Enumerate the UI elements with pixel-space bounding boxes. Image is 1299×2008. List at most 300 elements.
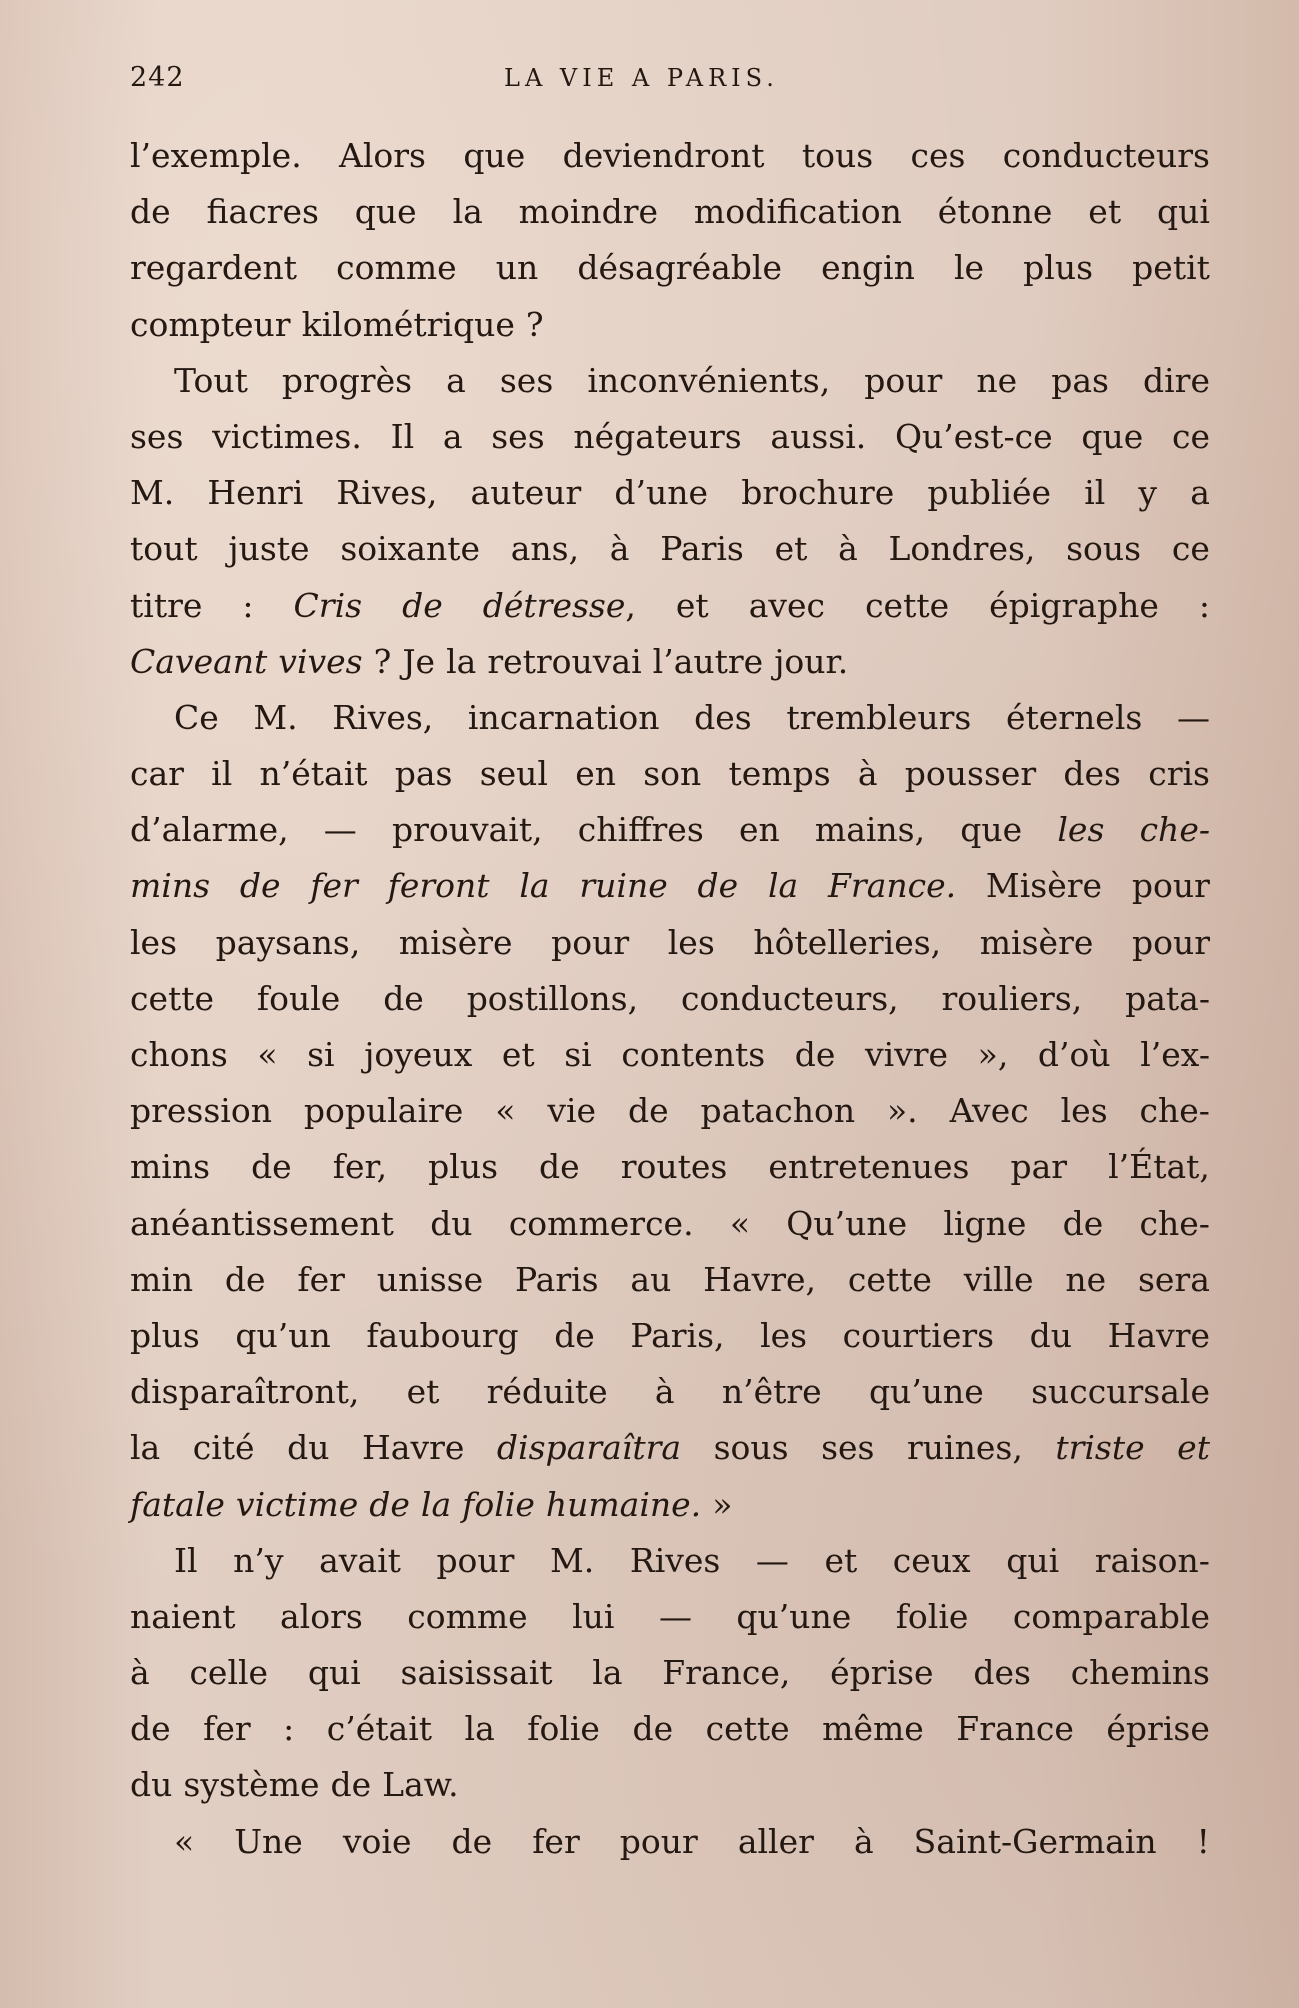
word: et <box>1177 1428 1210 1468</box>
word: pour <box>1131 866 1210 906</box>
word: éprise <box>830 1653 934 1693</box>
word: sera <box>1137 1259 1210 1299</box>
word: joyeux <box>364 1035 473 1074</box>
word: vivre <box>864 1035 949 1074</box>
word: Alors <box>339 136 426 175</box>
word: rouliers, <box>941 978 1083 1018</box>
word: inconvénients, <box>587 360 831 400</box>
word: y <box>1138 473 1158 513</box>
word: à <box>609 529 630 569</box>
word: car <box>130 754 184 794</box>
word: la <box>452 192 483 232</box>
word: d’une <box>614 473 709 513</box>
word: éternels <box>1005 697 1143 737</box>
word: — <box>658 1596 692 1636</box>
word: humaine. <box>545 1484 702 1524</box>
word: paysans, <box>215 922 361 962</box>
word: si <box>564 1035 592 1074</box>
word: plus <box>1023 248 1094 288</box>
word: du <box>130 1765 173 1805</box>
word: de <box>539 1147 580 1187</box>
word: fer <box>310 866 358 906</box>
word: du <box>430 1203 473 1243</box>
word: pata- <box>1125 978 1210 1018</box>
word: France <box>956 1709 1074 1749</box>
word: et <box>675 585 709 625</box>
word: que <box>463 136 526 175</box>
body-text <box>130 128 1210 1870</box>
word: Law. <box>382 1765 459 1805</box>
word: les <box>1060 1091 1108 1131</box>
word: qui <box>307 1653 361 1693</box>
word: et <box>406 1372 440 1412</box>
word: Londres, <box>888 529 1036 569</box>
word: fer <box>203 1709 251 1749</box>
word: avec <box>748 585 826 625</box>
word: juste <box>228 529 310 569</box>
word: de <box>251 1147 292 1187</box>
word: pas <box>1051 360 1109 400</box>
word: Il <box>390 416 415 456</box>
word: son <box>643 754 702 794</box>
word: à <box>838 529 858 569</box>
word: trembleurs <box>786 697 972 737</box>
word: la <box>592 1653 623 1693</box>
word: min <box>130 1259 194 1299</box>
word: Havre, <box>703 1259 817 1299</box>
word: n’être <box>721 1372 822 1412</box>
text-line <box>130 1196 1210 1252</box>
word: France, <box>662 1653 791 1693</box>
word: contents <box>621 1035 766 1074</box>
word: commerce. <box>508 1203 694 1243</box>
word: du <box>287 1428 330 1468</box>
word: et <box>824 1540 858 1580</box>
word: avait <box>319 1540 401 1580</box>
word: : <box>242 585 254 625</box>
text-line <box>130 1083 1210 1139</box>
word: Saint-Germain <box>913 1821 1157 1861</box>
word: M. <box>130 473 175 513</box>
word: Havre <box>362 1428 465 1468</box>
word: seul <box>479 754 548 794</box>
word: naient <box>130 1596 236 1636</box>
text-line <box>130 1252 1210 1308</box>
word: folie <box>527 1709 600 1749</box>
word: folie <box>462 1484 535 1524</box>
word: ligne <box>943 1203 1027 1243</box>
text-line <box>130 1814 1210 1870</box>
word: ses <box>499 360 554 400</box>
word: ? <box>525 304 544 344</box>
word: de <box>697 866 739 906</box>
word: a <box>442 416 463 456</box>
word: de <box>451 1821 493 1861</box>
word: dire <box>1143 360 1210 400</box>
text-line <box>130 297 1210 353</box>
word: patachon <box>700 1091 856 1131</box>
word: Rives, <box>336 473 438 513</box>
word: il <box>211 754 233 794</box>
word: fiacres <box>206 192 319 232</box>
word: retrouvai <box>487 641 642 681</box>
text-line <box>130 1308 1210 1364</box>
word: Henri <box>207 473 304 513</box>
word: a <box>1190 473 1210 513</box>
word: Misère <box>985 866 1103 906</box>
word: cette <box>847 1259 932 1299</box>
word: ruines, <box>907 1428 1023 1468</box>
text-line <box>130 858 1210 914</box>
word: Paris, <box>630 1315 725 1355</box>
word: et <box>1088 192 1122 232</box>
word: tous <box>801 136 874 175</box>
word: M. <box>550 1540 595 1580</box>
text-line <box>130 1533 1210 1589</box>
word: des <box>973 1653 1031 1693</box>
word: « <box>257 1035 278 1074</box>
word: détresse, <box>482 585 636 625</box>
word: à <box>130 1653 150 1693</box>
word: folie <box>895 1596 969 1636</box>
word: par <box>1010 1147 1068 1187</box>
word: les <box>760 1315 808 1355</box>
word: unisse <box>376 1259 484 1299</box>
word: la <box>464 1709 495 1749</box>
word: — <box>1176 697 1210 737</box>
word: de <box>383 978 424 1018</box>
word: saisissait <box>400 1653 553 1693</box>
word: hôtelleries, <box>753 922 942 962</box>
word: ne <box>1065 1259 1107 1299</box>
word: ceux <box>892 1540 971 1580</box>
word: che- <box>1139 1091 1210 1131</box>
word: des <box>694 697 752 737</box>
text-line <box>130 1364 1210 1420</box>
word: pousser <box>904 754 1037 794</box>
word: Cris <box>293 585 363 625</box>
text-line <box>130 1757 1210 1813</box>
text-line <box>130 1420 1210 1476</box>
word: conducteurs, <box>680 978 899 1018</box>
word: chons <box>130 1035 228 1074</box>
word: du <box>1029 1315 1073 1355</box>
word: désagréable <box>577 248 782 288</box>
word: les <box>667 922 715 962</box>
text-line <box>130 578 1210 634</box>
word: de <box>554 1315 595 1355</box>
word: ce <box>1171 529 1210 569</box>
text-line <box>130 746 1210 802</box>
word: — <box>755 1540 789 1580</box>
word: sous <box>1066 529 1142 569</box>
word: entretenues <box>768 1147 970 1187</box>
word: d’où <box>1037 1035 1111 1074</box>
word: fer, <box>332 1147 388 1187</box>
word: fer <box>297 1259 345 1299</box>
text-line <box>130 1589 1210 1645</box>
word: de <box>627 1091 669 1131</box>
word: de <box>130 192 171 232</box>
word: voie <box>342 1821 412 1861</box>
running-head <box>130 62 1210 102</box>
word: pression <box>130 1091 272 1131</box>
word: pour <box>619 1821 698 1861</box>
word: réduite <box>486 1372 608 1412</box>
text-line <box>130 1701 1210 1757</box>
text-line <box>130 521 1210 577</box>
word: ses <box>821 1428 875 1468</box>
word: tout <box>130 529 198 569</box>
word: Avec <box>949 1091 1029 1131</box>
word: cris <box>1148 754 1210 794</box>
word: même <box>822 1709 924 1749</box>
word: Caveant <box>130 641 268 681</box>
word: : <box>1198 585 1210 625</box>
word: le <box>953 248 985 288</box>
word: engin <box>821 248 915 288</box>
word: et <box>501 1035 535 1074</box>
word: France. <box>828 866 957 906</box>
text-line <box>130 1645 1210 1701</box>
word: misère <box>398 922 513 962</box>
word: si <box>307 1035 335 1074</box>
word: victime <box>235 1484 359 1524</box>
word: ville <box>963 1259 1034 1299</box>
word: fer <box>532 1821 580 1861</box>
word: ce <box>1171 416 1210 456</box>
word: Paris <box>514 1259 599 1299</box>
word: kilométrique <box>301 304 515 344</box>
word: que <box>354 192 417 232</box>
word: postillons, <box>466 978 639 1018</box>
word: vie <box>547 1091 597 1131</box>
word: au <box>630 1259 672 1299</box>
word: de <box>369 1484 410 1524</box>
word: Une <box>234 1821 303 1861</box>
word: cette <box>865 585 950 625</box>
word: alors <box>279 1596 363 1636</box>
word: et <box>774 529 808 569</box>
word: moindre <box>518 192 659 232</box>
text-line <box>130 1139 1210 1195</box>
word: disparaîtront, <box>130 1372 360 1412</box>
word: de <box>1062 1203 1104 1243</box>
word: titre <box>130 585 203 625</box>
word: l’exemple. <box>130 136 302 175</box>
word: vives <box>278 641 363 681</box>
text-line <box>130 971 1210 1027</box>
word: de <box>224 1259 266 1299</box>
word: des <box>1063 754 1121 794</box>
word: mains, <box>814 810 926 850</box>
word: courtiers <box>842 1315 995 1355</box>
text-line <box>130 409 1210 465</box>
word: pour <box>436 1540 515 1580</box>
word: prouvait, <box>391 810 543 850</box>
word: un <box>495 248 539 288</box>
word: — <box>323 810 357 850</box>
word: que <box>1081 416 1144 456</box>
text-line <box>130 690 1210 746</box>
word: conducteurs <box>1002 136 1210 175</box>
word: à <box>853 1821 874 1861</box>
word: Qu’est-ce <box>894 416 1053 456</box>
word: feront <box>387 866 490 906</box>
text-line <box>130 465 1210 521</box>
word: ses <box>130 416 184 456</box>
word: la <box>420 1484 452 1524</box>
word: Ce <box>174 697 219 737</box>
word: ses <box>491 416 545 456</box>
word: ces <box>910 136 966 175</box>
word: cette <box>130 978 215 1018</box>
word: chemins <box>1070 1653 1210 1693</box>
word: mins <box>130 1147 211 1187</box>
running-title: LA VIE A PARIS. <box>504 64 779 92</box>
word: auteur <box>470 473 582 513</box>
word: chiffres <box>577 810 704 850</box>
word: la <box>446 641 477 681</box>
word: « <box>495 1091 516 1131</box>
word: : <box>283 1709 295 1749</box>
word: mins <box>130 866 211 906</box>
word: la <box>767 866 799 906</box>
word: pour <box>1131 922 1210 962</box>
word: négateurs <box>573 416 742 456</box>
word: progrès <box>281 360 413 400</box>
word: aller <box>737 1821 814 1861</box>
word: soixante <box>340 529 480 569</box>
word: raison- <box>1094 1540 1210 1580</box>
word: de <box>632 1709 674 1749</box>
word: qui <box>1156 192 1210 232</box>
word: Tout <box>174 360 248 400</box>
text-line <box>130 240 1210 296</box>
word: temps <box>728 754 831 794</box>
word: plus <box>428 1147 499 1187</box>
word: n’y <box>233 1540 284 1580</box>
word: étonne <box>937 192 1053 232</box>
text-line <box>130 1027 1210 1083</box>
word: » <box>712 1484 733 1524</box>
word: », <box>977 1035 1009 1074</box>
word: épigraphe <box>989 585 1159 625</box>
word: c’était <box>326 1709 433 1749</box>
word: ne <box>976 360 1018 400</box>
word: l’État, <box>1108 1147 1210 1187</box>
word: Rives <box>629 1540 721 1580</box>
word: de <box>402 585 443 625</box>
word: cette <box>705 1709 790 1749</box>
word: Il <box>174 1540 198 1580</box>
word: incarnation <box>467 697 660 737</box>
word: n’était <box>259 754 368 794</box>
word: pour <box>551 922 630 962</box>
word: que <box>960 810 1023 850</box>
word: système <box>183 1765 320 1805</box>
word: Havre <box>1107 1315 1210 1355</box>
word: comme <box>407 1596 528 1636</box>
word: fatale <box>130 1484 225 1524</box>
word: plus <box>130 1315 200 1355</box>
word: ? <box>373 641 392 681</box>
word: l’ex- <box>1140 1035 1210 1074</box>
text-line <box>130 634 1210 690</box>
text-line <box>130 1477 1210 1533</box>
word: Rives, <box>332 697 434 737</box>
text-line <box>130 353 1210 409</box>
word: ans, <box>510 529 580 569</box>
word: cité <box>192 1428 255 1468</box>
word: Qu’une <box>786 1203 908 1243</box>
word: Je <box>402 641 436 681</box>
word: che- <box>1139 810 1210 850</box>
word: publiée <box>927 473 1052 513</box>
text-line <box>130 184 1210 240</box>
word: qu’une <box>868 1372 984 1412</box>
word: succursale <box>1031 1372 1210 1412</box>
word: victimes. <box>212 416 362 456</box>
word: ruine <box>579 866 668 906</box>
word: celle <box>189 1653 269 1693</box>
word: « <box>729 1203 751 1243</box>
word: à <box>857 754 878 794</box>
word: qu’une <box>736 1596 852 1636</box>
word: qui <box>1006 1540 1060 1580</box>
word: d’alarme, <box>130 810 289 850</box>
word: faubourg <box>366 1315 519 1355</box>
word: de <box>239 866 281 906</box>
word: disparaîtra <box>496 1428 682 1468</box>
word: jour. <box>774 641 849 681</box>
word: de <box>330 1765 372 1805</box>
word: comparable <box>1012 1596 1210 1636</box>
word: regardent <box>130 248 298 288</box>
word: les <box>130 922 178 962</box>
word: Paris <box>660 529 744 569</box>
word: « <box>174 1821 195 1861</box>
word: à <box>654 1372 675 1412</box>
text-line <box>130 915 1210 971</box>
word: modification <box>693 192 902 232</box>
word: la <box>130 1428 161 1468</box>
word: foule <box>256 978 341 1018</box>
word: il <box>1084 473 1106 513</box>
text-line <box>130 128 1210 184</box>
word: en <box>738 810 780 850</box>
word: anéantissement <box>130 1203 394 1243</box>
word: compteur <box>130 304 291 344</box>
word: M. <box>253 697 298 737</box>
word: a <box>446 360 466 400</box>
word: les <box>1057 810 1105 850</box>
word: brochure <box>741 473 895 513</box>
page-number: 242 <box>130 62 185 93</box>
word: petit <box>1132 248 1210 288</box>
word: routes <box>620 1147 728 1187</box>
word: de <box>130 1709 171 1749</box>
word: pour <box>864 360 943 400</box>
word: de <box>794 1035 836 1074</box>
word: misère <box>979 922 1094 962</box>
word: aussi. <box>770 416 867 456</box>
word: en <box>575 754 616 794</box>
word: qu’un <box>235 1315 331 1355</box>
word: che- <box>1139 1203 1210 1243</box>
word: pas <box>394 754 453 794</box>
word: triste <box>1055 1428 1145 1468</box>
